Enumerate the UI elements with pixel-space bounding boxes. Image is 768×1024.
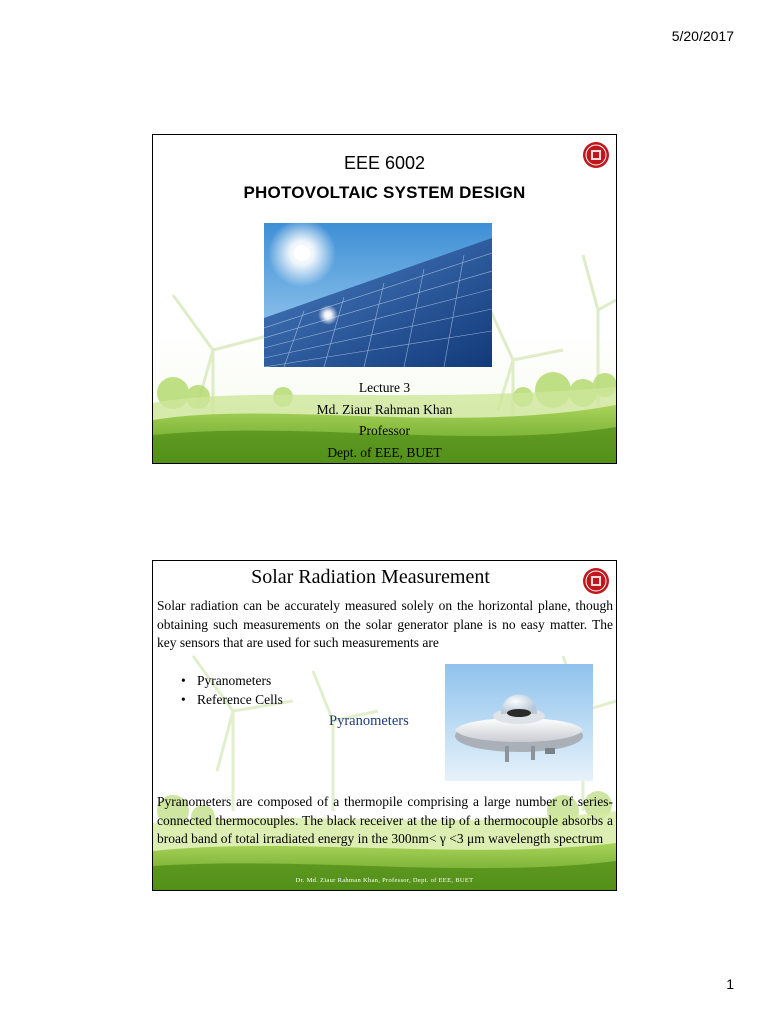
pyranometer-description: Pyranometers are composed of a thermopile comprising a large number of series-connected thermocouples. The black receiver at the tip of a thermocouple absorbs a broad band of total irradiated energy in the 300nm< γ <3 μm wavelength spectrum xyxy=(157,794,613,846)
slide-title-text: Solar Radiation Measurement xyxy=(251,566,490,588)
slide-footer: Dr. Md. Ziaur Rahman Khan, Professor, Dept. of EEE, BUET xyxy=(295,877,474,884)
list-item: • Pyranometers xyxy=(181,671,283,690)
solar-panel-image xyxy=(264,223,492,367)
page-number: 1 xyxy=(726,976,734,992)
presenter-position: Professor xyxy=(359,423,410,438)
presenter-name: Md. Ziaur Rahman Khan xyxy=(316,401,453,417)
lecture-info xyxy=(153,377,616,463)
pyranometer-image xyxy=(445,664,593,781)
intro-paragraph: Solar radiation can be accurately measured solely on the horizontal plane, though obtaining such measurements on the solar generator plane is no easy matter. The key sensors that are used for such measurements are xyxy=(157,598,613,650)
slide-title xyxy=(152,134,617,464)
course-code: EEE 6002 xyxy=(343,153,426,173)
list-item: • Reference Cells xyxy=(181,690,283,709)
slide-solar-radiation xyxy=(152,560,617,891)
presenter-department: Dept. of EEE, BUET xyxy=(327,444,442,460)
course-title: PHOTOVOLTAIC SYSTEM DESIGN xyxy=(243,183,526,202)
sensor-list xyxy=(181,671,283,709)
pyranometers-subheading: Pyranometers xyxy=(329,713,409,729)
lecture-number: Lecture 3 xyxy=(358,380,411,395)
page-date: 5/20/2017 xyxy=(671,28,734,44)
